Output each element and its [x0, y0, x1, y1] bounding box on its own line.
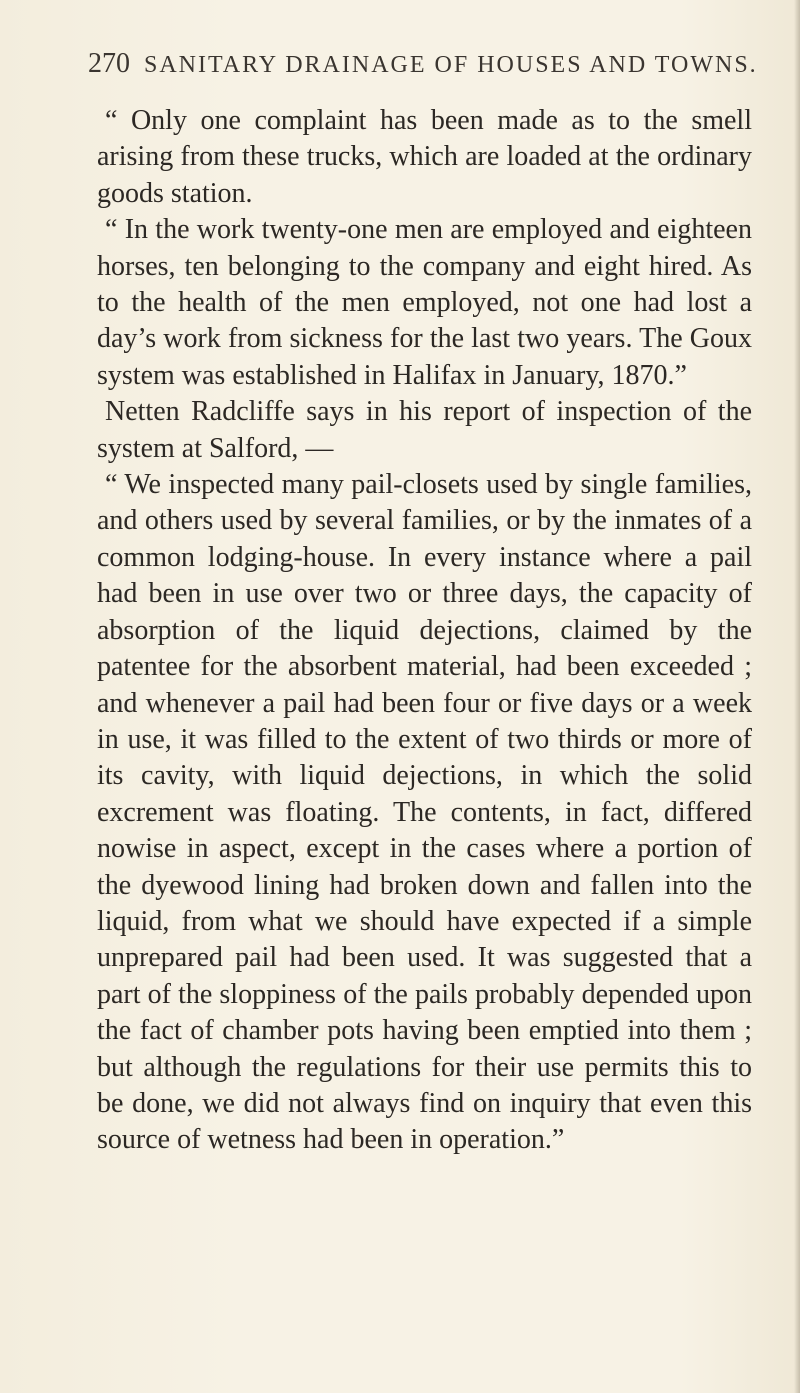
paragraph-trucks-complaint: “ Only one complaint has been made as to the smell arising from these trucks, which are loaded at the ordinary goods station.	[97, 105, 752, 209]
running-title: SANITARY DRAINAGE OF HOUSES AND TOWNS.	[144, 52, 758, 78]
page-edge-shadow	[794, 0, 800, 1393]
paragraph-pail-closets-report: “ We inspected many pail-closets used by single families, and others used by several families, or by the inmates of a common lodging-house. In every instance where a pail had been in use over two or three days, the capacity of absorption of the liquid dejections, claimed by the patentee for the absorbent material, had been exceeded ; and whenever a pail had been four or five days or a week in use, it was filled to the extent of two thirds or more of its cavity, with liquid dejections, in which the solid excrement was floating. The contents, in fact, differed nowise in aspect, except in the cases where a portion of the dyewood lining had broken down and fallen into the liquid, from what we should have expected if a simple unprepared pail had been used. It was suggested that a part of the sloppiness of the pails probably depended upon the fact of chamber pots having been emptied into them ; but although the regulations for their use permits this to be done, we did not always find on inquiry that even this source of wetness had been in operation.”	[97, 469, 752, 1156]
body-text	[97, 103, 752, 1159]
paragraph-halifax-workers: “ In the work twenty-one men are employed and eighteen horses, ten belonging to the company and eight hired. As to the health of the men employed, not one had lost a day’s work from sickness for the last two years. The Goux system was established in Halifax in January, 1870.”	[97, 214, 752, 391]
paragraph-radcliffe-intro: Netten Radcliffe says in his report of inspection of the system at Salford, —	[97, 396, 752, 464]
running-head	[88, 48, 758, 80]
page-number: 270	[88, 48, 130, 79]
